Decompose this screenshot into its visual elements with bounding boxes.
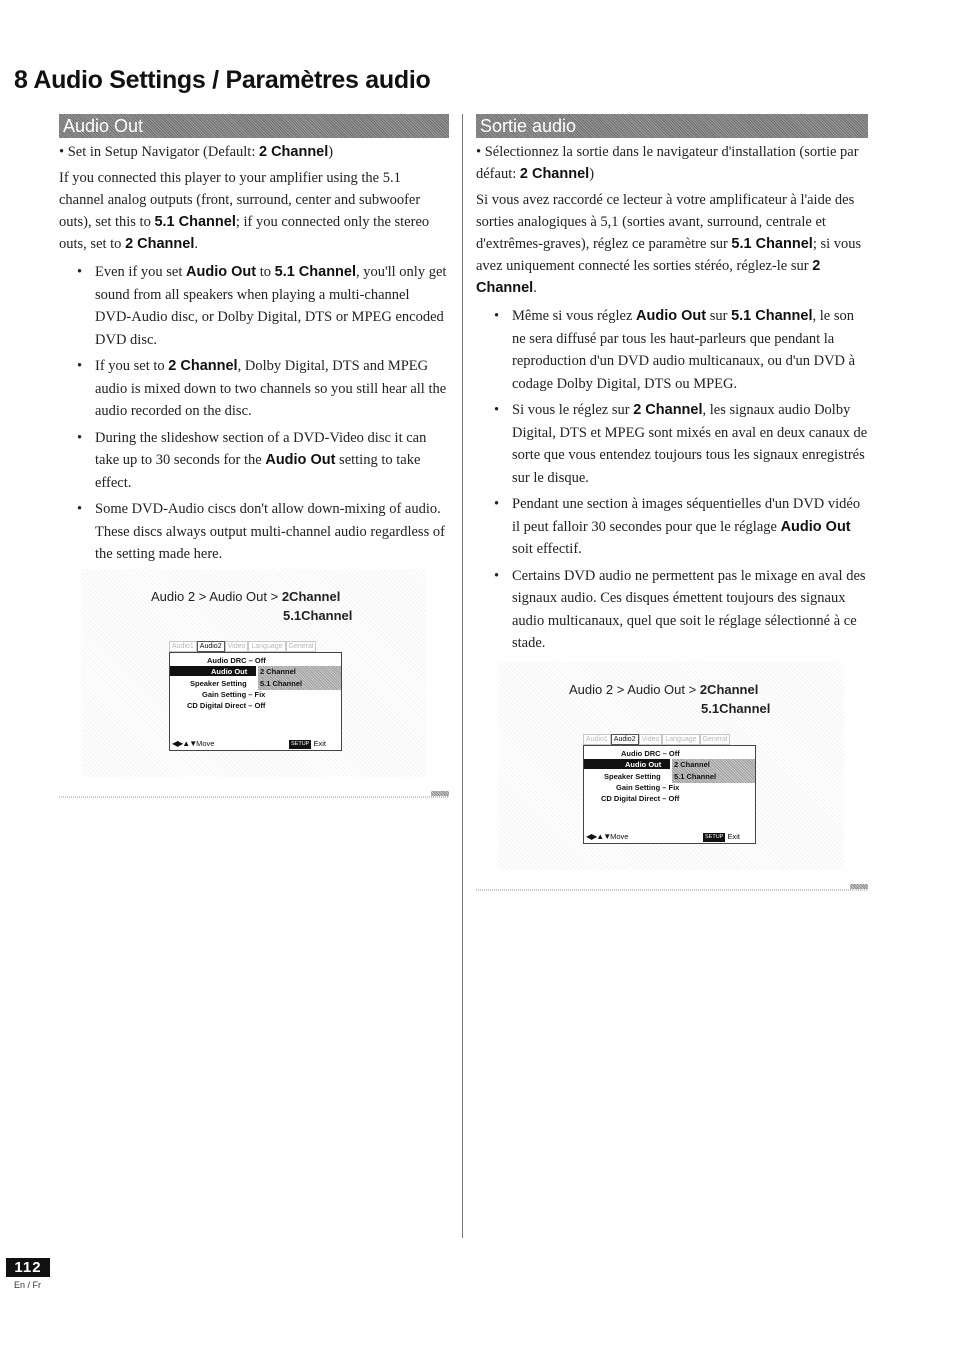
- osd-menu: [583, 734, 756, 844]
- tab-audio2: Audio2: [197, 641, 225, 652]
- value-51channel: 5.1 Channel: [674, 772, 717, 781]
- tab-audio1: Audio1: [169, 641, 197, 652]
- default-note: • Set in Setup Navigator (Default: 2 Channel): [59, 144, 334, 160]
- column-end-marker: [850, 884, 868, 889]
- column-end-rule: [476, 889, 868, 891]
- page-number: 112: [6, 1258, 50, 1277]
- list-item: • During the slideshow section of a DVD-Video disc it can take up to 30 seconds for the Audio Out setting to take effect.: [59, 427, 449, 495]
- menu-path: Audio 2 > Audio Out > 2Channel: [569, 682, 759, 697]
- list-item: • Certains DVD audio ne permettent pas le mixage en aval des signaux audio. Ces disques émettent toujours des signaux audio multicanaux, quel que soit le réglage sélectionné à ce stade.: [476, 565, 868, 655]
- tab-audio2: Audio2: [611, 734, 639, 745]
- setup-key-icon: SETUP: [291, 740, 310, 747]
- list-item: • Pendant une section à images séquentielles d'un DVD vidéo il peut falloir 30 secondes pour que le réglage Audio Out soit effectif.: [476, 493, 868, 561]
- drc-row: Audio DRC – Off: [207, 656, 266, 665]
- osd-tabs: [169, 641, 316, 652]
- arrow-keys-icon: ◀▶▲▼: [172, 739, 197, 748]
- menu-option: 5.1Channel: [701, 701, 771, 716]
- tab-video: Video: [639, 734, 663, 745]
- notes-list: [476, 305, 868, 655]
- intro-paragraph: If you connected this player to your amplifier using the 5.1 channel analog outputs (front, surround, center and subwoofer outs), set this to 5.1 Channel; if you connected only the stereo outs, set to 2 Channel.: [59, 170, 430, 252]
- speaker-setting-row: Speaker Setting: [190, 679, 247, 688]
- notes-list: [59, 261, 449, 566]
- english-column: [59, 114, 449, 570]
- osd-menu: [169, 641, 342, 751]
- section-heading-bar: [59, 114, 449, 138]
- move-label: Move: [610, 832, 629, 841]
- tab-general: General: [700, 734, 731, 745]
- menu-path: Audio 2 > Audio Out > 2Channel: [151, 589, 341, 604]
- column-divider: [462, 114, 463, 1238]
- audio-out-row: Audio Out: [211, 667, 248, 676]
- setup-key-icon: SETUP: [705, 833, 724, 840]
- arrow-keys-icon: ◀▶▲▼: [586, 832, 611, 841]
- language-tag: En / Fr: [14, 1280, 42, 1290]
- cd-digital-direct-row: CD Digital Direct – Off: [601, 794, 680, 803]
- column-end-marker: [431, 791, 449, 796]
- tab-general: General: [286, 641, 317, 652]
- section-heading: Sortie audio: [480, 116, 577, 136]
- osd-footer: [172, 739, 339, 748]
- tab-language: Language: [662, 734, 699, 745]
- list-item: • Even if you set Audio Out to 5.1 Channel, you'll only get sound from all speakers when playing a multi-channel DVD-Audio disc, or Dolby Digital, DTS or MPEG encoded DVD disc.: [59, 261, 449, 351]
- list-item: • Même si vous réglez Audio Out sur 5.1 Channel, le son ne sera diffusé par tous les haut-parleurs que pendant la reproduction d'un DVD audio multicanaux, ou d'un DVD à codage Dolby Digital, DTS ou MPEG.: [476, 305, 868, 395]
- page-title: 8 Audio Settings / Paramètres audio: [14, 66, 431, 94]
- list-item: • If you set to 2 Channel, Dolby Digital, DTS and MPEG audio is mixed down to two channels so you still hear all the audio recorded on the disc.: [59, 355, 449, 423]
- column-end-rule: [59, 796, 449, 798]
- intro-paragraph: Si vous avez raccordé ce lecteur à votre amplificateur à l'aide des sorties analogiques à 5,1 (sorties avant, surround, centrale et d'extrêmes-graves), réglez ce paramètre sur 5.1 Channel; si vous avez uniquement connecté les sorties stéréo, réglez-le sur 2 Channel.: [476, 192, 862, 296]
- tab-language: Language: [248, 641, 285, 652]
- gain-setting-row: Gain Setting – Fix: [616, 783, 680, 792]
- section-heading-bar: [476, 114, 868, 138]
- osd-panel: [169, 652, 342, 751]
- cd-digital-direct-row: CD Digital Direct – Off: [187, 701, 266, 710]
- menu-option: 5.1Channel: [283, 608, 353, 623]
- list-item: • Si vous le réglez sur 2 Channel, les signaux audio Dolby Digital, DTS et MPEG sont mixés en aval en deux canaux de sorte que vous entendez toujours tous les signaux enregistrés sur le disque.: [476, 399, 868, 489]
- value-51channel: 5.1 Channel: [260, 679, 303, 688]
- list-item: • Some DVD-Audio ciscs don't allow down-mixing of audio. These discs always output multi-channel audio regardless of the setting made here.: [59, 498, 449, 566]
- section-heading: Audio Out: [63, 116, 144, 136]
- menu-screen-figure: [81, 569, 426, 777]
- exit-label: Exit: [313, 739, 326, 748]
- drc-row: Audio DRC – Off: [621, 749, 680, 758]
- osd-tabs: [583, 734, 730, 745]
- speaker-setting-row: Speaker Setting: [604, 772, 661, 781]
- audio-out-row: Audio Out: [625, 760, 662, 769]
- tab-video: Video: [225, 641, 249, 652]
- menu-screen-figure: [499, 662, 844, 870]
- french-column: [476, 114, 868, 659]
- value-2channel: 2 Channel: [260, 667, 296, 676]
- osd-panel: [583, 745, 756, 844]
- default-note: • Sélectionnez la sortie dans le navigateur d'installation (sortie par défaut: 2 Channel): [476, 144, 859, 182]
- move-label: Move: [196, 739, 215, 748]
- exit-label: Exit: [727, 832, 740, 841]
- value-2channel: 2 Channel: [674, 760, 710, 769]
- osd-footer: [586, 832, 753, 841]
- tab-audio1: Audio1: [583, 734, 611, 745]
- gain-setting-row: Gain Setting – Fix: [202, 690, 266, 699]
